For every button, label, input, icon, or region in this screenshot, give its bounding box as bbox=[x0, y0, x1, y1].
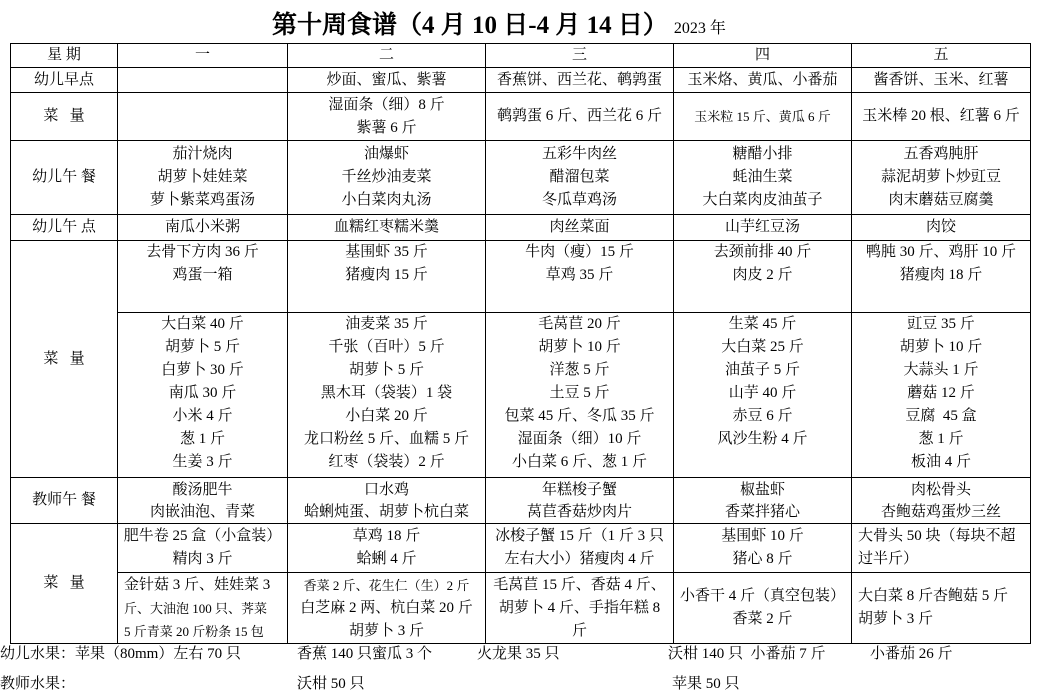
kids-fruit-fri: 小番茄 26 斤 bbox=[870, 646, 953, 662]
ingredient-qty: 牛肉（瘦）15 斤 bbox=[525, 244, 634, 260]
ingredient-qty: 蘑菇 12 斤 bbox=[907, 385, 975, 401]
teacher-qty-main-row bbox=[11, 524, 1031, 573]
ingredient-qty: 大白菜 40 斤 bbox=[161, 316, 244, 332]
dish-name: 肉饺 bbox=[925, 219, 956, 235]
ingredient-qty: 肉皮 2 斤 bbox=[732, 267, 793, 283]
teacher-lunch-label bbox=[11, 478, 118, 524]
ingredient-qty: 草鸡 18 斤 bbox=[352, 528, 421, 544]
teacher-main-cell-mon bbox=[118, 524, 288, 573]
ingredient-qty: 油茧子 5 斤 bbox=[724, 362, 800, 378]
breakfast-label bbox=[11, 68, 118, 93]
lunch-cell-mon bbox=[118, 141, 288, 215]
dish-name: 莴苣香菇炒肉片 bbox=[526, 503, 632, 520]
ingredient-qty: 过半斤） bbox=[858, 551, 919, 567]
ingredient-qty: 千张（百叶）5 斤 bbox=[328, 339, 445, 355]
ingredient-qty: 山芋 40 斤 bbox=[728, 385, 797, 401]
ingredient-qty: 白萝卜 30 斤 bbox=[161, 362, 244, 378]
dish-name: 千丝炒油麦菜 bbox=[341, 169, 432, 185]
title-year: 2023 年 bbox=[673, 20, 726, 37]
ingredient-qty: 胡萝卜 10 斤 bbox=[538, 339, 621, 355]
breakfast-cell-thu bbox=[674, 68, 852, 93]
breakfast-qty-cell-fri bbox=[852, 93, 1031, 141]
ingredient-qty: 金针菇 3 斤、娃娃菜 3 bbox=[124, 576, 271, 593]
dish-name: 五彩牛肉丝 bbox=[541, 146, 617, 162]
ingredient-qty: 毛莴苣 15 斤、香菇 4 斤、 bbox=[493, 576, 666, 593]
ingredient-qty: 胡萝卜 10 斤 bbox=[899, 339, 983, 355]
teacher-fruit-label: 教师水果： bbox=[0, 676, 76, 692]
dish-name: 蚝油生菜 bbox=[732, 169, 793, 185]
fruit-item: 苹果（80mm）左右 70 只 bbox=[75, 646, 241, 662]
ingredient-qty: 板油 4 斤 bbox=[910, 454, 971, 470]
teacher-fruit-tue: 沃柑 50 只 bbox=[297, 676, 365, 692]
teacher-cell-wed bbox=[486, 478, 674, 524]
ingredient-qty: 蛤蜊 4 斤 bbox=[356, 551, 417, 567]
snack-cell-wed bbox=[486, 215, 674, 241]
dish-name: 五香鸡肫肝 bbox=[903, 146, 979, 162]
ingredient-qty: 鸡蛋一箱 bbox=[172, 267, 233, 283]
dish-name: 蒜泥胡萝卜炒豇豆 bbox=[880, 169, 1001, 185]
dish-name: 冬瓜草鸡汤 bbox=[541, 192, 617, 208]
dish-name: 血糯红枣糯米羹 bbox=[333, 219, 439, 235]
lunch-produce-cell-mon bbox=[118, 313, 288, 478]
breakfast-qty-cell-mon bbox=[118, 93, 288, 141]
row-label: 幼儿早点 bbox=[33, 71, 94, 88]
kids-fruit-thu: 沃柑 140 只 小番茄 7 斤 bbox=[668, 646, 826, 662]
lunch-produce-cell-thu bbox=[674, 313, 852, 478]
lunch-produce-cell-fri bbox=[852, 313, 1031, 478]
food-item: 酱香饼、玉米、红薯 bbox=[873, 71, 1009, 88]
row-label: 菜 量 bbox=[43, 350, 85, 367]
ingredient-qty: 去颈前排 40 斤 bbox=[713, 244, 812, 260]
ingredient-qty: 去骨下方肉 36 斤 bbox=[146, 244, 259, 260]
dish-name: 椒盐虾 bbox=[739, 481, 785, 498]
ingredient-qty: 大蒜头 1 斤 bbox=[903, 362, 979, 378]
lunch-cell-fri bbox=[852, 141, 1031, 215]
snack-cell-thu bbox=[674, 215, 852, 241]
ingredient-qty: 白芝麻 2 两、杭白菜 20 斤 bbox=[300, 599, 473, 616]
snack-cell-fri bbox=[852, 215, 1031, 241]
dish-name: 口水鸡 bbox=[363, 481, 409, 498]
breakfast-cell-mon bbox=[118, 68, 288, 93]
ingredient-qty: 香菜 2 斤、花生仁（生）2 斤 bbox=[303, 577, 470, 593]
teacher-qty-label bbox=[11, 524, 118, 644]
dish-name: 杏鲍菇鸡蛋炒三丝 bbox=[880, 503, 1001, 520]
food-item: 玉米烙、黄瓜、小番茄 bbox=[687, 71, 838, 88]
dish-name: 茄汁烧肉 bbox=[172, 146, 233, 162]
row-label: 菜 量 bbox=[43, 108, 85, 124]
lunch-produce-cell-wed bbox=[486, 313, 674, 478]
ingredient-qty: 小白菜 6 斤、葱 1 斤 bbox=[511, 454, 647, 470]
ingredient-qty: 黑木耳（袋装）1 袋 bbox=[320, 385, 453, 401]
ingredient-qty: 红枣（袋装）2 斤 bbox=[328, 454, 445, 470]
lunch-cell-wed bbox=[486, 141, 674, 215]
teacher-side-cell-tue bbox=[288, 573, 486, 644]
snack-label bbox=[11, 215, 118, 241]
ingredient-qty: 基围虾 35 斤 bbox=[345, 244, 428, 260]
ingredient-qty: 湿面条（细）10 斤 bbox=[517, 431, 642, 447]
header-row bbox=[11, 44, 1031, 68]
row-label: 教师午 餐 bbox=[32, 492, 96, 508]
row-label: 幼儿午 点 bbox=[32, 219, 96, 235]
ingredient-qty: 大白菜 25 斤 bbox=[721, 339, 804, 355]
teacher-cell-thu bbox=[674, 478, 852, 524]
ingredient-qty: 洋葱 5 斤 bbox=[549, 362, 610, 378]
lunch-row bbox=[11, 141, 1031, 215]
dish-name: 山芋红豆汤 bbox=[724, 219, 800, 235]
breakfast-qty-cell-wed bbox=[486, 93, 674, 141]
dish-name: 大白菜肉皮油茧子 bbox=[702, 192, 823, 208]
teacher-side-cell-mon bbox=[118, 573, 288, 644]
lunch-qty-label bbox=[11, 241, 118, 478]
ingredient-qty: 斤 bbox=[571, 622, 587, 639]
lunch-meat-cell-wed bbox=[486, 241, 674, 313]
ingredient-qty: 包菜 45 斤、冬瓜 35 斤 bbox=[504, 408, 655, 424]
ingredient-qty: 葱 1 斤 bbox=[179, 431, 225, 447]
ingredient-qty: 生菜 45 斤 bbox=[728, 316, 797, 332]
dish-name: 肉嵌油泡、青菜 bbox=[149, 503, 255, 520]
ingredient-qty: 胡萝卜 4 斤、手指年糕 8 bbox=[498, 599, 661, 616]
weekday-label bbox=[11, 44, 118, 68]
row-label: 菜 量 bbox=[43, 575, 85, 591]
ingredient-qty: 精肉 3 斤 bbox=[172, 551, 233, 567]
breakfast-cell-fri bbox=[852, 68, 1031, 93]
ingredient-qty: 胡萝卜 3 斤 bbox=[858, 611, 934, 627]
food-item: 香蕉饼、西兰花、鹌鹑蛋 bbox=[496, 71, 662, 88]
ingredient-qty: 豆腐 45 盒 bbox=[905, 408, 977, 424]
teacher-cell-mon bbox=[118, 478, 288, 524]
teacher-side-cell-thu bbox=[674, 573, 852, 644]
ingredient-qty: 斤、大油泡 100 只、荠菜 bbox=[124, 600, 268, 616]
page-title bbox=[272, 9, 726, 46]
ingredient-qty: 小白菜 20 斤 bbox=[345, 408, 428, 424]
breakfast-qty-row bbox=[11, 93, 1031, 141]
dish-name: 油爆虾 bbox=[363, 146, 409, 162]
dish-name: 南瓜小米粥 bbox=[164, 219, 240, 235]
teacher-main-cell-thu bbox=[674, 524, 852, 573]
ingredient-qty: 左右大小）猪瘦肉 4 斤 bbox=[504, 551, 655, 567]
breakfast-row bbox=[11, 68, 1031, 93]
ingredient-qty: 猪瘦肉 15 斤 bbox=[345, 267, 428, 283]
dish-name: 肉末蘑菇豆腐羹 bbox=[888, 192, 994, 208]
breakfast-cell-tue bbox=[288, 68, 486, 93]
dish-name: 酸汤肥牛 bbox=[172, 481, 233, 498]
ingredient-qty: 毛莴苣 20 斤 bbox=[538, 316, 621, 332]
ingredient-qty: 草鸡 35 斤 bbox=[545, 267, 614, 283]
breakfast-qty-label bbox=[11, 93, 118, 141]
dish-name: 小白菜肉丸汤 bbox=[341, 192, 432, 208]
menu-table bbox=[10, 43, 1031, 644]
dish-name: 香菜拌猪心 bbox=[724, 503, 800, 520]
food-item: 炒面、蜜瓜、紫薯 bbox=[326, 71, 447, 88]
ingredient-qty: 紫薯 6 斤 bbox=[356, 119, 417, 136]
dish-name: 萝卜紫菜鸡蛋汤 bbox=[149, 192, 255, 208]
snack-row bbox=[11, 215, 1031, 241]
teacher-fruit-thu: 苹果 50 只 bbox=[672, 676, 740, 692]
ingredient-qty: 大骨头 50 块（每块不超 bbox=[858, 528, 1016, 544]
ingredient-qty: 玉米粒 15 斤、黄瓜 6 斤 bbox=[694, 109, 831, 124]
ingredient-qty: 小米 4 斤 bbox=[172, 408, 233, 424]
lunch-qty-meat-row bbox=[11, 241, 1031, 313]
lunch-label bbox=[11, 141, 118, 215]
ingredient-qty: 豇豆 35 斤 bbox=[907, 316, 975, 332]
ingredient-qty: 葱 1 斤 bbox=[918, 431, 964, 447]
teacher-cell-fri bbox=[852, 478, 1031, 524]
ingredient-qty: 土豆 5 斤 bbox=[549, 385, 610, 401]
day-header-fri: 五 bbox=[852, 44, 1031, 68]
snack-cell-mon bbox=[118, 215, 288, 241]
teacher-main-cell-tue bbox=[288, 524, 486, 573]
lunch-produce-cell-tue bbox=[288, 313, 486, 478]
ingredient-qty: 5 斤青菜 20 斤粉条 15 包 bbox=[124, 623, 264, 639]
day-header-thu: 四 bbox=[674, 44, 852, 68]
lunch-meat-cell-tue bbox=[288, 241, 486, 313]
day-header-tue: 二 bbox=[288, 44, 486, 68]
teacher-qty-side-row bbox=[11, 573, 1031, 644]
day-header-wed: 三 bbox=[486, 44, 674, 68]
ingredient-qty: 赤豆 6 斤 bbox=[732, 408, 793, 424]
title-main: 第十周食谱（4 月 10 日-4 月 14 日） bbox=[272, 12, 668, 39]
lunch-cell-thu bbox=[674, 141, 852, 215]
kids-fruit-label: 幼儿水果： bbox=[0, 646, 76, 662]
ingredient-qty: 胡萝卜 3 斤 bbox=[348, 622, 424, 639]
ingredient-qty: 风沙生粉 4 斤 bbox=[717, 431, 808, 447]
ingredient-qty: 肥牛卷 25 盒（小盒装） bbox=[123, 528, 282, 544]
kids-fruit-wed: 火龙果 35 只 bbox=[477, 646, 560, 662]
lunch-cell-tue bbox=[288, 141, 486, 215]
row-label: 星 期 bbox=[47, 47, 81, 63]
lunch-meat-cell-fri bbox=[852, 241, 1031, 313]
ingredient-qty: 南瓜 30 斤 bbox=[168, 385, 237, 401]
ingredient-qty: 玉米棒 20 根、红薯 6 斤 bbox=[862, 108, 1020, 124]
day-header-mon: 一 bbox=[118, 44, 288, 68]
dish-name: 糖醋小排 bbox=[732, 146, 793, 162]
kids-fruit-mon bbox=[0, 644, 241, 664]
ingredient-qty: 鹌鹑蛋 6 斤、西兰花 6 斤 bbox=[496, 108, 662, 124]
dish-name: 蛤蜊炖蛋、胡萝卜杭白菜 bbox=[303, 503, 469, 520]
ingredient-qty: 胡萝卜 5 斤 bbox=[164, 339, 240, 355]
ingredient-qty: 猪瘦肉 18 斤 bbox=[899, 267, 983, 283]
dish-name: 肉丝菜面 bbox=[549, 219, 610, 235]
ingredient-qty: 湿面条（细）8 斤 bbox=[328, 96, 445, 113]
ingredient-qty: 大白菜 8 斤杏鲍菇 5 斤 bbox=[858, 588, 1009, 604]
dish-name: 醋溜包菜 bbox=[549, 169, 610, 185]
ingredient-qty: 胡萝卜 5 斤 bbox=[348, 362, 424, 378]
teacher-side-cell-wed bbox=[486, 573, 674, 644]
ingredient-qty: 香菜 2 斤 bbox=[732, 611, 793, 627]
teacher-lunch-row bbox=[11, 478, 1031, 524]
breakfast-cell-wed bbox=[486, 68, 674, 93]
ingredient-qty: 生姜 3 斤 bbox=[172, 454, 233, 470]
dish-name: 肉松骨头 bbox=[910, 481, 971, 498]
ingredient-qty: 基围虾 10 斤 bbox=[721, 528, 804, 544]
teacher-main-cell-wed bbox=[486, 524, 674, 573]
teacher-main-cell-fri bbox=[852, 524, 1031, 573]
lunch-qty-produce-row bbox=[11, 313, 1031, 478]
row-label: 幼儿午 餐 bbox=[32, 169, 96, 185]
breakfast-qty-cell-thu bbox=[674, 93, 852, 141]
ingredient-qty: 鸭肫 30 斤、鸡肝 10 斤 bbox=[865, 244, 1016, 260]
ingredient-qty: 猪心 8 斤 bbox=[732, 551, 793, 567]
dish-name: 胡萝卜娃娃菜 bbox=[157, 169, 248, 185]
snack-cell-tue bbox=[288, 215, 486, 241]
ingredient-qty: 冰梭子蟹 15 斤（1 斤 3 只 bbox=[495, 528, 664, 544]
ingredient-qty: 龙口粉丝 5 斤、血糯 5 斤 bbox=[303, 431, 469, 447]
ingredient-qty: 小香干 4 斤（真空包装） bbox=[679, 588, 845, 604]
kids-fruit-tue: 香蕉 140 只蜜瓜 3 个 bbox=[297, 646, 433, 662]
lunch-meat-cell-thu bbox=[674, 241, 852, 313]
teacher-side-cell-fri bbox=[852, 573, 1031, 644]
teacher-cell-tue bbox=[288, 478, 486, 524]
ingredient-qty: 油麦菜 35 斤 bbox=[345, 316, 428, 332]
breakfast-qty-cell-tue bbox=[288, 93, 486, 141]
lunch-meat-cell-mon bbox=[118, 241, 288, 313]
dish-name: 年糕梭子蟹 bbox=[541, 481, 617, 498]
